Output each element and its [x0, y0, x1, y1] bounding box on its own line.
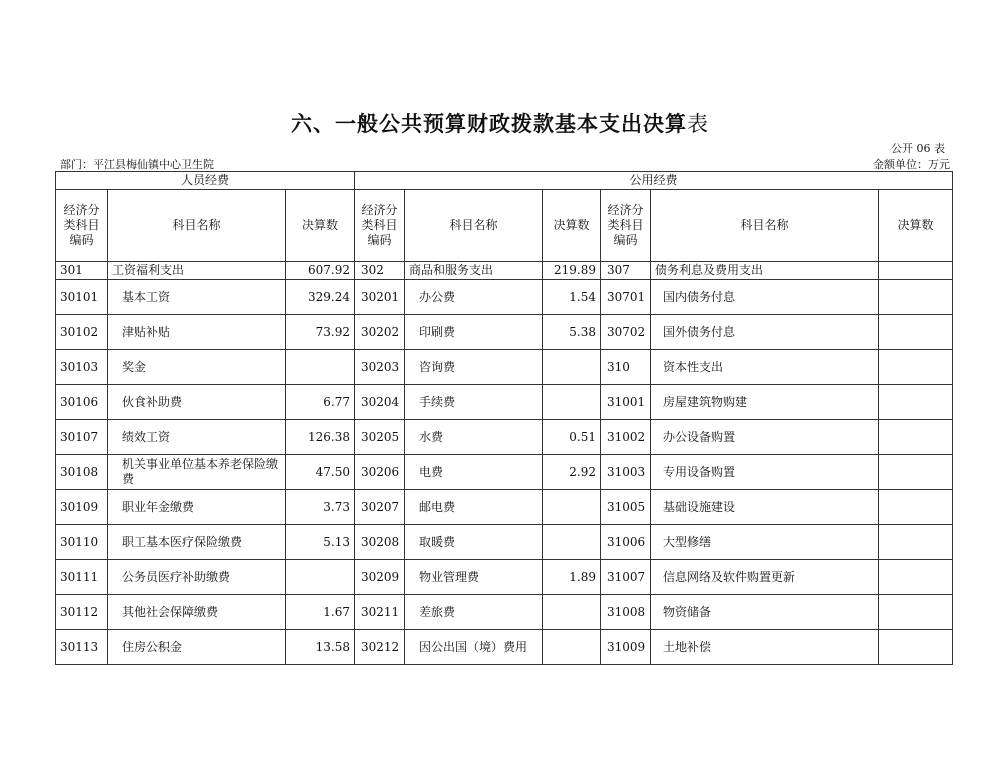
amount-cell [543, 385, 601, 420]
name-cell: 津贴补贴 [108, 315, 286, 350]
code-cell: 30103 [56, 350, 108, 385]
expenditure-table [55, 171, 953, 665]
table-row [56, 315, 953, 350]
amount-cell [543, 595, 601, 630]
amount-cell: 3.73 [286, 490, 355, 525]
name-cell: 土地补偿 [651, 630, 879, 665]
code-cell: 30211 [355, 595, 405, 630]
code-cell: 31002 [601, 420, 651, 455]
title-suffix: 表 [687, 112, 709, 136]
column-header-amount: 决算数 [286, 190, 355, 262]
table-row [56, 420, 953, 455]
code-cell: 30205 [355, 420, 405, 455]
amount-cell [879, 262, 953, 280]
name-cell: 机关事业单位基本养老保险缴费 [108, 455, 286, 490]
name-cell: 咨询费 [405, 350, 543, 385]
column-header-amount: 决算数 [543, 190, 601, 262]
code-cell: 31001 [601, 385, 651, 420]
table-row [56, 490, 953, 525]
department-label: 部门：平江县梅仙镇中心卫生院 [60, 158, 214, 171]
amount-cell [879, 385, 953, 420]
name-cell: 伙食补助费 [108, 385, 286, 420]
column-header-code: 经济分类科目编码 [355, 190, 405, 262]
code-cell: 31005 [601, 490, 651, 525]
amount-cell: 6.77 [286, 385, 355, 420]
amount-cell: 219.89 [543, 262, 601, 280]
name-cell: 手续费 [405, 385, 543, 420]
amount-cell [543, 350, 601, 385]
amount-cell: 47.50 [286, 455, 355, 490]
name-cell: 电费 [405, 455, 543, 490]
name-cell: 公务员医疗补助缴费 [108, 560, 286, 595]
code-cell: 30110 [56, 525, 108, 560]
code-cell: 31003 [601, 455, 651, 490]
name-cell: 基础设施建设 [651, 490, 879, 525]
code-cell: 30702 [601, 315, 651, 350]
name-cell: 房屋建筑物购建 [651, 385, 879, 420]
code-cell: 30202 [355, 315, 405, 350]
amount-cell [286, 350, 355, 385]
amount-cell [879, 560, 953, 595]
amount-cell [879, 595, 953, 630]
code-cell: 30209 [355, 560, 405, 595]
table-row [56, 280, 953, 315]
form-number: 公开 06 表 [891, 142, 945, 155]
name-cell: 国外债务付息 [651, 315, 879, 350]
name-cell: 债务利息及费用支出 [651, 262, 879, 280]
code-cell: 30101 [56, 280, 108, 315]
code-cell: 30203 [355, 350, 405, 385]
name-cell: 信息网络及软件购置更新 [651, 560, 879, 595]
amount-cell [879, 455, 953, 490]
amount-cell: 2.92 [543, 455, 601, 490]
amount-cell [879, 280, 953, 315]
column-header-name: 科目名称 [405, 190, 543, 262]
group-header-personnel: 人员经费 [56, 172, 355, 190]
code-cell: 30207 [355, 490, 405, 525]
title-main: 六、一般公共预算财政拨款基本支出决算 [291, 111, 687, 136]
amount-cell [879, 630, 953, 665]
amount-cell [286, 560, 355, 595]
name-cell: 商品和服务支出 [405, 262, 543, 280]
table-body [56, 262, 953, 665]
name-cell: 邮电费 [405, 490, 543, 525]
code-cell: 30204 [355, 385, 405, 420]
table-row [56, 630, 953, 665]
code-cell: 30102 [56, 315, 108, 350]
name-cell: 绩效工资 [108, 420, 286, 455]
amount-cell: 5.38 [543, 315, 601, 350]
name-cell: 水费 [405, 420, 543, 455]
code-cell: 31006 [601, 525, 651, 560]
amount-cell [543, 490, 601, 525]
amount-cell: 73.92 [286, 315, 355, 350]
table-row [56, 455, 953, 490]
code-cell: 31009 [601, 630, 651, 665]
table-row [56, 560, 953, 595]
column-header-code: 经济分类科目编码 [56, 190, 108, 262]
amount-cell: 329.24 [286, 280, 355, 315]
amount-cell [879, 525, 953, 560]
code-cell: 30212 [355, 630, 405, 665]
name-cell: 国内债务付息 [651, 280, 879, 315]
name-cell: 差旅费 [405, 595, 543, 630]
table-row [56, 262, 953, 280]
code-cell: 30201 [355, 280, 405, 315]
column-header-name: 科目名称 [651, 190, 879, 262]
code-cell: 307 [601, 262, 651, 280]
code-cell: 310 [601, 350, 651, 385]
amount-cell [879, 490, 953, 525]
code-cell: 301 [56, 262, 108, 280]
amount-cell [879, 315, 953, 350]
table-row [56, 385, 953, 420]
name-cell: 奖金 [108, 350, 286, 385]
name-cell: 取暖费 [405, 525, 543, 560]
code-cell: 30208 [355, 525, 405, 560]
table-row [56, 525, 953, 560]
amount-cell: 607.92 [286, 262, 355, 280]
name-cell: 因公出国（境）费用 [405, 630, 543, 665]
column-header-amount: 决算数 [879, 190, 953, 262]
amount-cell [543, 525, 601, 560]
page-title [0, 108, 1000, 138]
name-cell: 印刷费 [405, 315, 543, 350]
code-cell: 30111 [56, 560, 108, 595]
name-cell: 办公设备购置 [651, 420, 879, 455]
amount-unit-label: 金额单位：万元 [873, 158, 950, 171]
amount-cell [879, 350, 953, 385]
name-cell: 职工基本医疗保险缴费 [108, 525, 286, 560]
code-cell: 31007 [601, 560, 651, 595]
amount-cell [543, 630, 601, 665]
group-header-public: 公用经费 [355, 172, 953, 190]
amount-cell: 13.58 [286, 630, 355, 665]
code-cell: 30113 [56, 630, 108, 665]
column-header-code: 经济分类科目编码 [601, 190, 651, 262]
name-cell: 办公费 [405, 280, 543, 315]
code-cell: 31008 [601, 595, 651, 630]
code-cell: 30106 [56, 385, 108, 420]
amount-cell: 126.38 [286, 420, 355, 455]
name-cell: 物业管理费 [405, 560, 543, 595]
name-cell: 大型修缮 [651, 525, 879, 560]
amount-cell: 1.89 [543, 560, 601, 595]
name-cell: 职业年金缴费 [108, 490, 286, 525]
name-cell: 住房公积金 [108, 630, 286, 665]
code-cell: 30112 [56, 595, 108, 630]
amount-cell: 1.67 [286, 595, 355, 630]
name-cell: 其他社会保障缴费 [108, 595, 286, 630]
name-cell: 基本工资 [108, 280, 286, 315]
table-row [56, 350, 953, 385]
name-cell: 资本性支出 [651, 350, 879, 385]
name-cell: 物资储备 [651, 595, 879, 630]
code-cell: 30206 [355, 455, 405, 490]
column-header-name: 科目名称 [108, 190, 286, 262]
code-cell: 30109 [56, 490, 108, 525]
name-cell: 工资福利支出 [108, 262, 286, 280]
code-cell: 30701 [601, 280, 651, 315]
name-cell: 专用设备购置 [651, 455, 879, 490]
code-cell: 30108 [56, 455, 108, 490]
table-row [56, 595, 953, 630]
amount-cell: 1.54 [543, 280, 601, 315]
code-cell: 302 [355, 262, 405, 280]
code-cell: 30107 [56, 420, 108, 455]
amount-cell [879, 420, 953, 455]
amount-cell: 0.51 [543, 420, 601, 455]
amount-cell: 5.13 [286, 525, 355, 560]
